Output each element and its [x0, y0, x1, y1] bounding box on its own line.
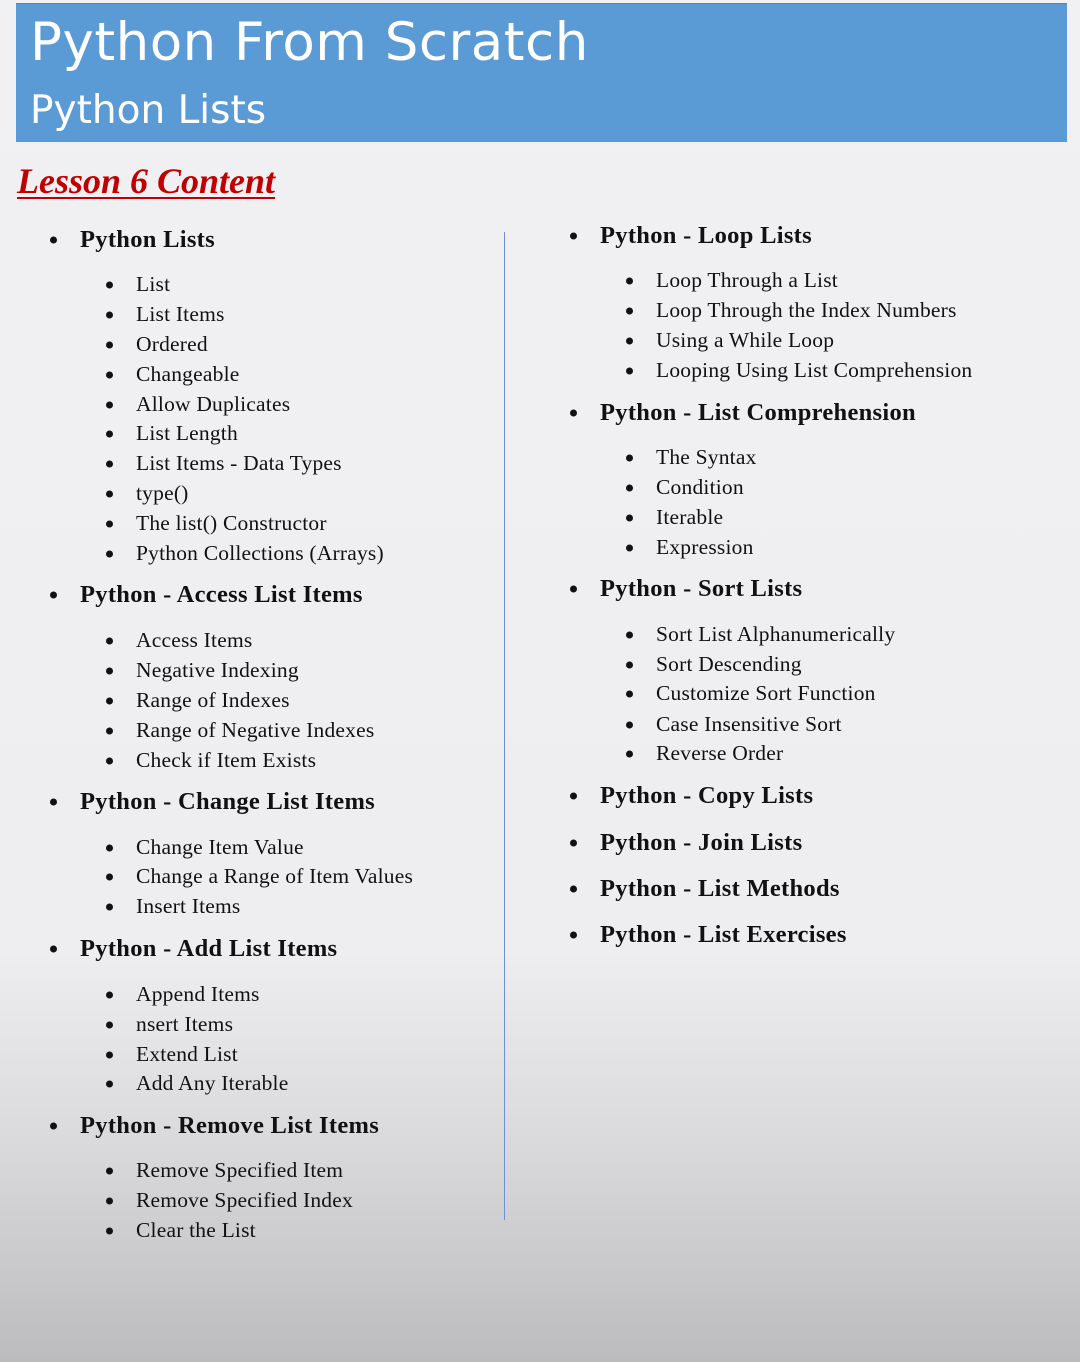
list-item: Sort Descending [656, 652, 802, 676]
list-item: Allow Duplicates [136, 392, 291, 416]
list-item: List Length [136, 421, 238, 445]
list-item: Clear the List [136, 1218, 256, 1242]
list-item: Changeable [136, 362, 240, 386]
list-item: Loop Through the Index Numbers [656, 298, 957, 322]
list-item: Change Item Value [136, 835, 304, 859]
list-item: Expression [656, 535, 754, 559]
list-item: Remove Specified Index [136, 1188, 353, 1212]
document-title: Python From Scratch [30, 12, 589, 73]
list-item: type() [136, 481, 189, 505]
header-banner [16, 3, 1067, 142]
list-item: Condition [656, 475, 744, 499]
list-item: Negative Indexing [136, 658, 299, 682]
list-item: Ordered [136, 332, 208, 356]
list-item: Access Items [136, 628, 253, 652]
section-heading: Python - List Comprehension [600, 399, 916, 426]
list-item: Customize Sort Function [656, 681, 876, 705]
list-item: Check if Item Exists [136, 748, 317, 772]
list-item: Remove Specified Item [136, 1158, 344, 1182]
list-item: Loop Through a List [656, 268, 838, 292]
section-heading: Python Lists [80, 226, 215, 253]
section-heading: Python - Sort Lists [600, 575, 803, 602]
list-item: The Syntax [656, 445, 757, 469]
list-item: List [136, 272, 171, 296]
list-item: Range of Negative Indexes [136, 718, 375, 742]
column-divider [504, 232, 505, 1220]
list-item: Add Any Iterable [136, 1071, 289, 1095]
list-item: Change a Range of Item Values [136, 864, 414, 888]
section-heading: Python - List Methods [600, 875, 840, 902]
list-item: Range of Indexes [136, 688, 290, 712]
list-item: Iterable [656, 505, 724, 529]
list-item: List Items - Data Types [136, 451, 342, 475]
section-heading: Python - Add List Items [80, 935, 338, 962]
list-item: Insert Items [136, 894, 241, 918]
list-item: Case Insensitive Sort [656, 712, 842, 736]
section-heading: Python - List Exercises [600, 921, 847, 948]
list-item: Reverse Order [656, 741, 784, 765]
section-heading: Python - Access List Items [80, 581, 363, 608]
section-heading: Python - Copy Lists [600, 782, 814, 809]
list-item: Looping Using List Comprehension [656, 358, 973, 382]
section-heading: Python - Loop Lists [600, 222, 812, 249]
section-heading: Python - Change List Items [80, 788, 376, 815]
list-item: Append Items [136, 982, 260, 1006]
list-item: Python Collections (Arrays) [136, 541, 384, 565]
list-item: Sort List Alphanumerically [656, 622, 896, 646]
list-item: List Items [136, 302, 225, 326]
list-item: Extend List [136, 1042, 238, 1066]
section-heading: Python - Join Lists [600, 829, 803, 856]
document-subtitle: Python Lists [30, 88, 267, 133]
list-item: Using a While Loop [656, 328, 835, 352]
list-item: nsert Items [136, 1012, 234, 1036]
lesson-title: Lesson 6 Content [17, 161, 276, 201]
list-item: The list() Constructor [136, 511, 327, 535]
section-heading: Python - Remove List Items [80, 1112, 380, 1139]
